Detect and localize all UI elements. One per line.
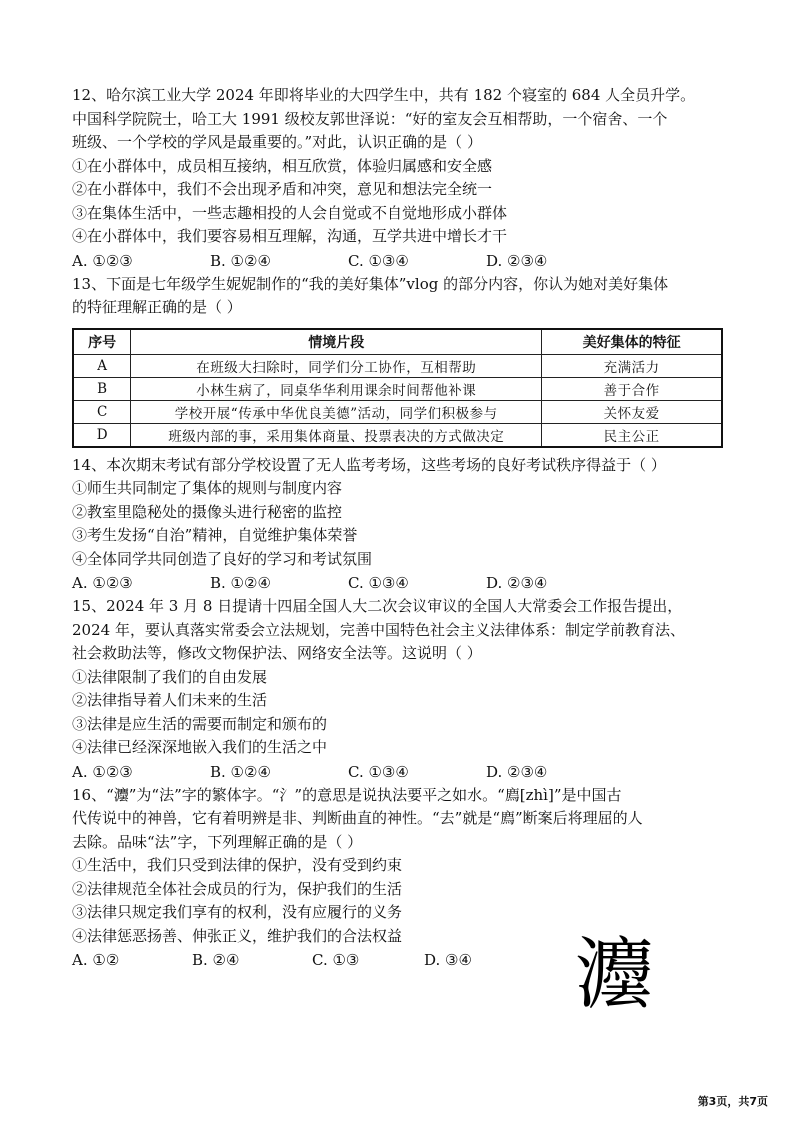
answer-options <box>72 760 722 784</box>
page-number: 第3页，共7页 <box>697 1095 768 1108</box>
statement-item: ②在小群体中，我们不会出现矛盾和冲突，意见和想法完全统一 <box>72 180 493 198</box>
question-12 <box>72 84 722 273</box>
column-header: 序号 <box>73 329 131 355</box>
option-a: A. ①② <box>72 951 120 969</box>
statement-item: ①在小群体中，成员相互接纳，相互欣赏，体验归属感和安全感 <box>72 156 493 175</box>
scene-cell: 在班级大扫除时，同学们分工协作，互相帮助 <box>131 354 542 377</box>
statement-item: ③法律是应生活的需要而制定和颁布的 <box>72 714 328 733</box>
option-d: D. ②③④ <box>486 251 548 270</box>
statement-item: ③考生发扬“自治”精神，自觉维护集体荣誉 <box>72 526 358 544</box>
question-15 <box>72 595 722 784</box>
feature-cell: 善于合作 <box>542 377 722 400</box>
statement-item: ②法律规范全体社会成员的行为，保护我们的生活 <box>72 879 403 898</box>
question-stem-line: 14、本次期末考试有部分学校设置了无人监考考场，这些考场的良好考试秩序得益于（ ） <box>72 455 666 474</box>
question-stem-line: 15、2024 年 3 月 8 日提请十四届全国人大二次会议审议的全国人大常委会工作报告提出， <box>72 597 683 615</box>
feature-cell: 民主公正 <box>542 423 722 447</box>
statement-item: ①师生共同制定了集体的规则与制度内容 <box>72 479 343 497</box>
exam-page <box>72 84 722 972</box>
scene-cell: 班级内部的事，采用集体商量、投票表决的方式做决定 <box>131 423 542 447</box>
feature-cell: 充满活力 <box>542 354 722 377</box>
option-b: B. ①②④ <box>210 574 271 592</box>
statement-item: ①法律限制了我们的自由发展 <box>72 667 268 686</box>
statement-item: ②法律指导着人们未来的生活 <box>72 691 268 709</box>
question-14 <box>72 454 722 596</box>
statement-item: ①生活中，我们只受到法律的保护，没有受到约束 <box>72 856 403 874</box>
statement-item: ④在小群体中，我们要容易相互理解，沟通，互学共进中增长才干 <box>72 227 508 245</box>
option-b: B. ①②④ <box>210 762 271 781</box>
option-a: A. ①②③ <box>72 251 133 270</box>
statement-item: ③在集体生活中，一些志趣相投的人会自觉或不自觉地形成小群体 <box>72 203 508 222</box>
option-d: D. ②③④ <box>486 574 548 592</box>
scene-cell: 小林生病了，同桌华华利用课余时间帮他补课 <box>131 377 542 400</box>
option-d: D. ③④ <box>424 951 472 969</box>
statement-item: ④法律已经深深地嵌入我们的生活之中 <box>72 738 328 756</box>
statement-item: ④全体同学共同创造了良好的学习和考试氛围 <box>72 549 373 568</box>
option-a: A. ①②③ <box>72 574 133 592</box>
option-c: C. ①③④ <box>348 762 409 781</box>
question-stem-line: 12、哈尔滨工业大学 2024 年即将毕业的大四学生中，共有 182 个寝室的 684 人全员升学。 <box>72 86 696 104</box>
answer-options <box>72 571 722 595</box>
option-c: C. ①③ <box>312 951 360 969</box>
question-stem-line: 13、下面是七年级学生妮妮制作的“我的美好集体”vlog 的部分内容，你认为她对美好集体 <box>72 274 669 293</box>
option-b: B. ②④ <box>192 951 240 969</box>
question-stem-line: 的特征理解正确的是（ ） <box>72 298 242 316</box>
column-header: 情境片段 <box>131 329 542 355</box>
table-header-row <box>73 329 722 355</box>
row-label: D <box>73 423 131 447</box>
option-a: A. ①②③ <box>72 762 133 781</box>
question-13 <box>72 273 722 448</box>
table-row <box>73 400 722 423</box>
feature-cell: 关怀友爱 <box>542 400 722 423</box>
question-stem-line: 中国科学院院士，哈工大 1991 级校友郭世泽说：“好的室友会互相帮助，一个宿舍、一个 <box>72 109 668 128</box>
table-row <box>73 354 722 377</box>
question-stem-line: 16、“灋”为“法”字的繁体字。“氵”的意思是说执法要平之如水。“廌[zhì]”是中国古 <box>72 785 622 804</box>
row-label: C <box>73 400 131 423</box>
statement-item: ④法律惩恶扬善、伸张正义，维护我们的合法权益 <box>72 926 403 945</box>
statement-item: ②教室里隐秘处的摄像头进行秘密的监控 <box>72 502 343 521</box>
statement-item: ③法律只规定我们享有的权利，没有应履行的义务 <box>72 903 403 921</box>
traditional-fa-character: 灋 <box>575 930 654 1020</box>
row-label: B <box>73 377 131 400</box>
answer-options <box>72 249 722 273</box>
question-stem-line: 去除。品味“法”字，下列理解正确的是（ ） <box>72 832 363 851</box>
question-stem-line: 班级、一个学校的学风是最重要的。”对此，认识正确的是（ ） <box>72 133 482 151</box>
question-stem-line: 2024 年，要认真落实常委会立法规划，完善中国特色社会主义法律体系：制定学前教育法、 <box>72 620 685 639</box>
column-header: 美好集体的特征 <box>542 329 722 355</box>
scene-cell: 学校开展“传承中华优良美德”活动，同学们积极参与 <box>131 400 542 423</box>
question-stem-line: 社会救助法等，修改文物保护法、网络安全法等。这说明（ ） <box>72 644 482 662</box>
table-row <box>73 423 722 447</box>
option-d: D. ②③④ <box>486 762 548 781</box>
question-stem-line: 代传说中的神兽，它有着明辨是非、判断曲直的神性。“去”就是“廌”断案后将理屈的人 <box>72 809 643 827</box>
scenes-table <box>72 328 723 448</box>
option-c: C. ①③④ <box>348 251 409 270</box>
option-c: C. ①③④ <box>348 574 409 592</box>
row-label: A <box>73 354 131 377</box>
option-b: B. ①②④ <box>210 251 271 270</box>
table-row <box>73 377 722 400</box>
